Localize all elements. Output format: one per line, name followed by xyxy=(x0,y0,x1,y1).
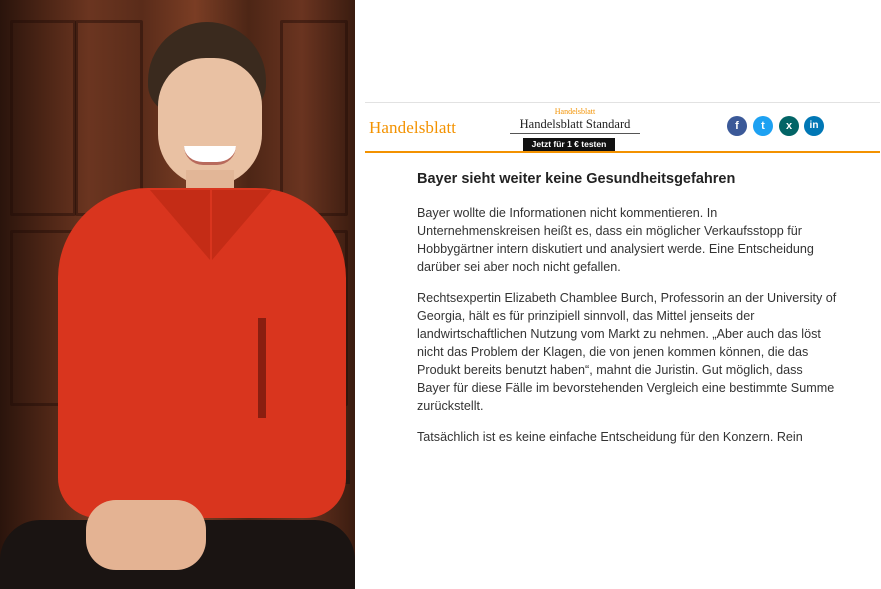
wood-panel xyxy=(75,20,143,216)
site-header xyxy=(365,102,880,153)
portrait-photo xyxy=(0,0,355,589)
article-paragraph: Tatsächlich ist es keine einfache Entscheidung für den Konzern. Rein xyxy=(417,430,803,444)
handelsblatt-logo[interactable]: Handelsblatt xyxy=(369,118,457,137)
subscribe-button[interactable]: Jetzt für 1 € testen xyxy=(523,138,615,151)
person-hands xyxy=(86,500,206,570)
handelsblatt-standard-logo[interactable] xyxy=(510,107,640,134)
twitter-icon[interactable]: t xyxy=(753,116,773,136)
jacket-collar xyxy=(150,190,210,260)
jacket-collar xyxy=(212,190,272,260)
linkedin-icon[interactable]: in xyxy=(804,116,824,136)
wood-panel xyxy=(280,20,348,216)
article-paragraph: Bayer wollte die Informationen nicht kommentieren. In Unternehmenskreisen heißt es, dass ein möglicher Verkaufsstopp für Hobbygärtner intern diskutiert und analysiert werde. Eine Entscheidung darüber sei aber noch nicht gefallen. xyxy=(417,206,814,274)
person-face xyxy=(158,58,262,186)
article-paragraph: Rechtsexpertin Elizabeth Chamblee Burch, Professorin an der University of Georgia, hält es für prinzipiell sinnvoll, das Mittel jenseits der landwirtschaftlichen Nutzung vom Markt zu nehmen. „Aber auch das löst nicht das Problem der Klagen, die von jenen kommen können, die das Produkt bereits benutzt haben“, mahnt die Juristin. Gut möglich, dass Bayer für diese Fälle im bevorstehenden Vergleich eine bestimmte Summe zurückstellt. xyxy=(417,291,837,413)
wood-panel xyxy=(10,20,76,216)
article-subheadline: Bayer sieht weiter keine Gesundheitsgefahren xyxy=(417,171,736,187)
facebook-icon[interactable]: f xyxy=(727,116,747,136)
xing-icon[interactable]: x xyxy=(779,116,799,136)
article-panel xyxy=(355,0,881,589)
jacket-zipper xyxy=(258,318,266,418)
standard-main-label: Handelsblatt Standard xyxy=(510,116,640,134)
standard-small-label: Handelsblatt xyxy=(554,107,596,116)
